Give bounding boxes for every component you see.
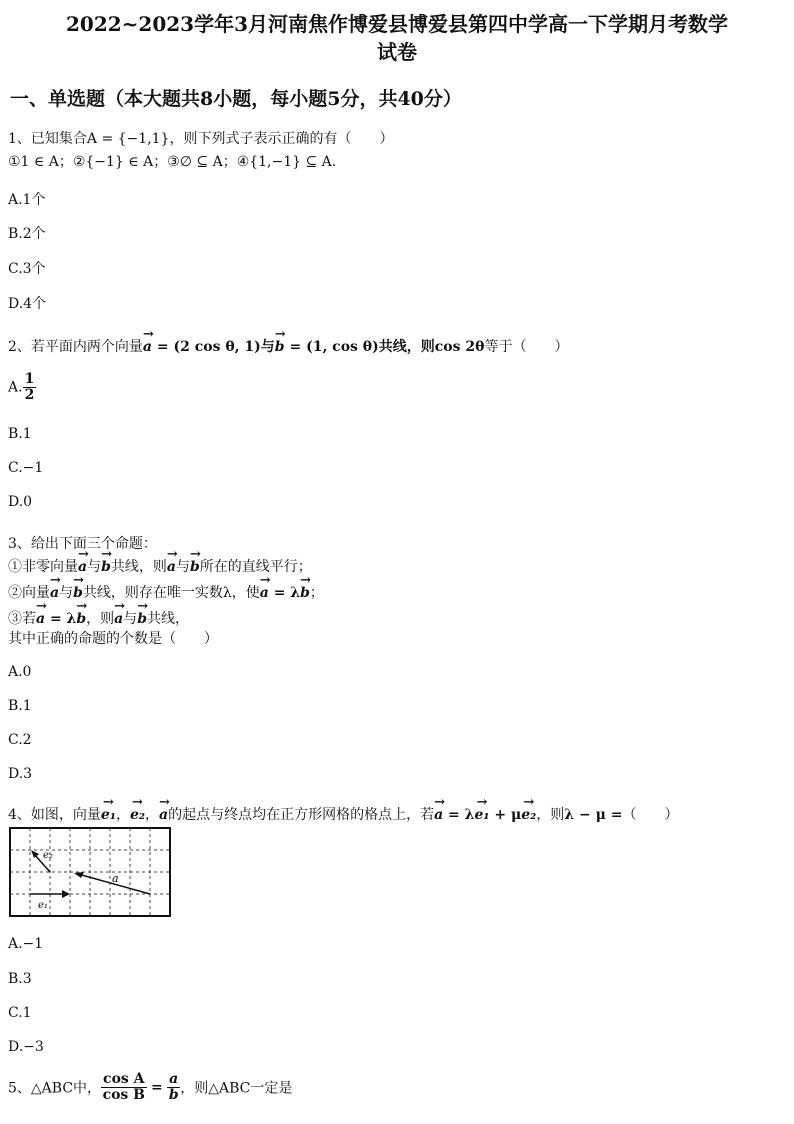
vector-a: → a (159, 807, 168, 823)
q3-option-c: C.2 (8, 732, 32, 748)
q1-option-c: C.3个 (8, 261, 46, 277)
fraction-one-half (23, 372, 37, 403)
q4-stem (8, 804, 678, 824)
q3-stem: 3、给出下面三个命题： (8, 536, 157, 552)
q3-s3-text: = λ (45, 611, 77, 627)
vector-b: → b (76, 611, 86, 627)
q5-stem (8, 1072, 292, 1103)
vector-a: → a (143, 339, 152, 355)
q1-option-d: D.4个 (8, 296, 47, 312)
q2-text-1: 2、若平面内两个向量 (8, 339, 143, 355)
q3-statement-2 (8, 582, 324, 602)
vector-b: → b (101, 559, 111, 575)
q3-s3-text: 共线， (147, 611, 190, 627)
q2-text-5: 等于（ ） (484, 339, 569, 355)
fraction-numerator: cos A (103, 1071, 145, 1087)
q3-s1-text: 与 (87, 559, 102, 575)
q3-s2-text: = λ (268, 585, 301, 601)
fig-label-e2: e₂ (43, 850, 53, 861)
q4-text: ，则 (536, 807, 565, 823)
page-title-line1: 2022~2023学年3月河南焦作博爱县博爱县第四中学高一下学期月考数学 (65, 12, 728, 36)
q3-s3-text: ，则 (86, 611, 115, 627)
fraction-a-b (167, 1072, 180, 1103)
fraction-cosA-cosB (101, 1072, 146, 1103)
q5-text: 5、△ABC中， (8, 1080, 102, 1097)
vector-a: → a (167, 559, 176, 575)
q3-s2-text: ②向量 (8, 585, 50, 601)
q4-option-c: C.1 (8, 1005, 32, 1021)
q4-text: （ ） (622, 807, 679, 823)
q4-text: 的起点与终点均在正方形网格的格点上，若 (168, 807, 435, 823)
vector-a: → a (114, 611, 123, 627)
fraction-denominator: b (168, 1087, 179, 1103)
fraction-numerator: a (169, 1071, 179, 1087)
q2-option-a (8, 372, 36, 403)
vector-b: → b (275, 339, 285, 355)
q1-option-b: B.2个 (8, 226, 46, 242)
vector-b: → b (300, 585, 310, 601)
q4-text: + μ (489, 807, 522, 823)
q4-option-a: A.−1 (8, 936, 44, 952)
q5-text: ，则△ABC一定是 (180, 1080, 293, 1097)
q3-s2-text: ； (309, 585, 324, 601)
q3-option-b: B.1 (8, 698, 32, 714)
fig-label-e1: e₁ (38, 900, 48, 911)
q2-option-b: B.1 (8, 426, 32, 442)
page-title-line2: 试卷 (377, 40, 417, 64)
q2-option-c: C.−1 (8, 460, 44, 476)
vector-e2: → e₂ (130, 807, 145, 823)
q2-option-a-prefix: A. (8, 379, 23, 396)
vector-e1: → e₁ (474, 807, 489, 823)
fig-label-a: a (112, 872, 119, 885)
q3-s3-text: ③若 (8, 611, 36, 627)
q2-text-2: = (2 cos θ, 1)与 (152, 339, 275, 355)
q1-option-a: A.1个 (8, 192, 46, 208)
q3-s1-text: 与 (175, 559, 190, 575)
fraction-denominator: 2 (24, 387, 35, 403)
q3-s2-text: 共线，则存在唯一实数λ，使 (82, 585, 260, 601)
vector-b: → b (137, 611, 147, 627)
q2-stem (8, 336, 568, 356)
q4-text: = λ (443, 807, 475, 823)
q4-text: ， (115, 807, 130, 823)
vector-a: → a (36, 611, 45, 627)
q1-items: ①1 ∈ A；②{−1} ∈ A；③∅ ⊆ A；④{1,−1} ⊆ A. (8, 154, 337, 170)
q4-grid-figure (8, 826, 174, 920)
vector-a: → a (434, 807, 443, 823)
q2-option-d: D.0 (8, 494, 33, 510)
q1-stem: 1、已知集合A = {−1,1}，则下列式子表示正确的有（ ） (8, 131, 394, 147)
equals-sign: = (150, 1079, 163, 1096)
q3-s1-text: 所在的直线平行； (199, 559, 312, 575)
q3-s1-text: 共线，则 (110, 559, 167, 575)
vector-a: → a (50, 585, 59, 601)
q3-option-a: A.0 (8, 664, 32, 680)
fraction-denominator: cos B (102, 1087, 146, 1103)
q3-question: 其中正确的命题的个数是（ ） (8, 631, 218, 647)
q4-text: 4、如图，向量 (8, 807, 101, 823)
vector-a: → a (78, 559, 87, 575)
vector-b: → b (73, 585, 83, 601)
q4-text: ， (145, 807, 160, 823)
q2-text-4: cos 2θ (434, 339, 485, 355)
vector-e2: → e₂ (521, 807, 536, 823)
vector-b: → b (190, 559, 200, 575)
vector-e1: → e₁ (101, 807, 116, 823)
q3-s1-text: ①非零向量 (8, 559, 78, 575)
q3-statement-3 (8, 608, 189, 628)
q4-option-b: B.3 (8, 971, 32, 987)
q4-option-d: D.−3 (8, 1039, 44, 1055)
section-header: 一、单选题（本大题共8小题，每小题5分，共40分） (10, 88, 462, 110)
q2-text-3: = (1, cos θ)共线，则 (284, 339, 435, 355)
fraction-numerator: 1 (24, 371, 35, 387)
vector-a: → a (260, 585, 269, 601)
q4-text: λ − μ = (564, 807, 623, 823)
q3-option-d: D.3 (8, 766, 33, 782)
q3-s3-text: 与 (123, 611, 138, 627)
q3-s2-text: 与 (59, 585, 74, 601)
